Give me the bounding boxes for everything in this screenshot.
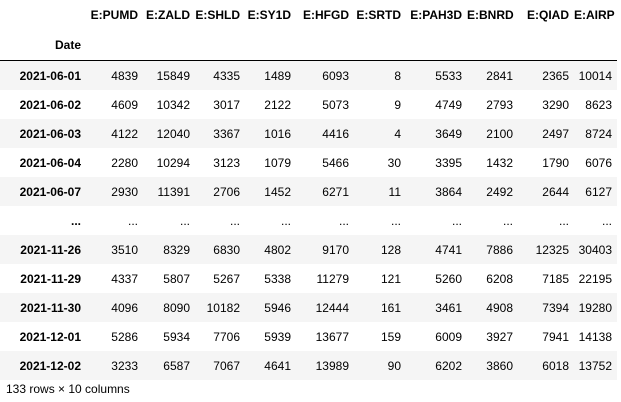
table-cell: 6208 [486,271,513,286]
table-cell: 19280 [578,300,612,315]
column-header: E:QIAD [527,8,569,22]
table-cell: 1489 [264,68,291,83]
column-header: E:ZALD [146,8,190,22]
table-cell: 4609 [111,97,138,112]
table-cell: 11391 [157,184,190,199]
table-cell: 2365 [542,68,569,83]
table-cell: 7886 [486,242,513,257]
table-row [0,148,617,177]
table-cell: 4 [394,126,401,141]
table-cell: 5939 [264,329,291,344]
table-cell: ... [390,213,401,228]
table-cell: 8 [394,68,401,83]
table-cell: 6018 [542,358,569,373]
table-cell: ... [558,213,569,228]
table-cell: 5934 [163,329,190,344]
table-cell: 8623 [585,97,612,112]
row-index-date: 2021-06-07 [19,184,81,199]
row-index-date: 2021-11-26 [20,242,81,257]
table-cell: ... [127,213,138,228]
table-cell: 5533 [435,68,462,83]
table-cell: 3510 [111,242,138,257]
table-cell: ... [179,213,190,228]
table-cell: 3927 [486,329,513,344]
table-cell: 9170 [322,242,349,257]
table-cell: 11279 [316,271,349,286]
table-cell: 2492 [486,184,513,199]
table-cell: 10294 [156,155,190,170]
dataframe-shape: 133 rows × 10 columns [6,382,130,396]
table-cell: 10182 [206,300,240,315]
table-cell: ... [229,213,240,228]
table-cell: 6127 [585,184,612,199]
table-cell: 5073 [322,97,349,112]
table-cell: 4122 [111,126,138,141]
table-cell: 3864 [435,184,462,199]
table-cell: 1432 [486,155,513,170]
table-cell: 6271 [322,184,349,199]
table-cell: 13752 [578,358,612,373]
table-cell: ... [601,213,612,228]
table-cell: ... [502,213,513,228]
table-row [0,264,617,293]
index-name: Date [0,30,86,61]
table-cell: 3860 [486,358,513,373]
column-header: E:SY1D [247,8,291,22]
row-index-date: 2021-06-03 [19,126,81,141]
table-cell: 4839 [111,68,138,83]
corner-cell [0,0,86,30]
table-cell: 5338 [264,271,291,286]
row-index-date: 2021-06-04 [19,155,81,170]
row-index-date: 2021-12-02 [19,358,81,373]
row-index-date: 2021-06-01 [19,68,81,83]
table-cell: 128 [380,242,401,257]
column-header-row [0,0,617,30]
table-cell: 30403 [578,242,612,257]
table-cell: 4337 [111,271,138,286]
table-row [0,322,617,351]
table-cell: 12040 [156,126,190,141]
table-cell: 5286 [111,329,138,344]
table-cell: 6202 [435,358,462,373]
table-cell: 15849 [156,68,190,83]
table-cell: 11 [388,184,401,199]
table-cell: 7394 [542,300,569,315]
table-cell: 3123 [213,155,240,170]
table-cell: 6093 [322,68,349,83]
table-cell: 1452 [264,184,291,199]
table-cell: 6076 [585,155,612,170]
table-cell: 14138 [578,329,612,344]
column-header: E:HFGD [303,8,349,22]
column-header: E:AIRP [574,8,615,22]
table-cell: 5807 [163,271,190,286]
table-cell: 9 [394,97,401,112]
table-cell: 6587 [163,358,190,373]
table-cell: ... [338,213,349,228]
table-cell: 1016 [264,126,291,141]
row-index-date: ... [70,213,81,228]
table-cell: 2706 [213,184,240,199]
table-cell: 3233 [111,358,138,373]
table-cell: 2497 [542,126,569,141]
table-cell: 6009 [435,329,462,344]
table-cell: 2644 [542,184,569,199]
table-row [0,235,617,264]
table-cell: 2793 [486,97,513,112]
table-cell: 3461 [435,300,462,315]
table-cell: 90 [387,358,401,373]
table-cell: 10014 [578,68,612,83]
table-cell: 4416 [322,126,349,141]
table-cell: 4096 [111,300,138,315]
table-cell: 1079 [264,155,291,170]
table-cell: 10342 [156,97,190,112]
table-row [0,206,617,235]
table-cell: 7941 [542,329,569,344]
table-cell: 13677 [315,329,349,344]
table-cell: 3290 [542,97,569,112]
row-index-date: 2021-11-30 [20,300,81,315]
table-cell: 159 [380,329,401,344]
column-header: E:SHLD [195,8,240,22]
table-cell: 5267 [213,271,240,286]
table-cell: 4741 [435,242,462,257]
table-cell: 2930 [111,184,138,199]
table-cell: 7067 [213,358,240,373]
table-cell: 5466 [322,155,349,170]
table-cell: 7706 [213,329,240,344]
table-cell: ... [451,213,462,228]
table-cell: 2100 [486,126,513,141]
table-cell: 5260 [435,271,462,286]
table-cell: 2841 [486,68,513,83]
table-cell: 3017 [213,97,240,112]
table-row [0,90,617,119]
column-header: E:BNRD [467,8,514,22]
table-cell: 8090 [163,300,190,315]
table-cell: 7185 [542,271,569,286]
table-cell: 3395 [435,155,462,170]
table-row [0,177,617,206]
table-cell: 4749 [435,97,462,112]
table-cell: 12444 [315,300,349,315]
index-name-row [0,30,617,61]
table-cell: 4335 [213,68,240,83]
table-cell: 22195 [578,271,612,286]
table-cell: 4641 [264,358,291,373]
table-cell: 5946 [264,300,291,315]
table-cell: 4908 [486,300,513,315]
table-cell: 121 [380,271,401,286]
table-row [0,351,617,380]
column-header: E:PAH3D [410,8,462,22]
table-cell: 2122 [264,97,291,112]
table-cell: 8329 [163,242,190,257]
table-cell: 12325 [535,242,569,257]
row-index-date: 2021-12-01 [19,329,81,344]
table-cell: 4802 [264,242,291,257]
column-header: E:PUMD [90,8,138,22]
table-row [0,293,617,322]
table-cell: 3649 [435,126,462,141]
table-cell: 30 [387,155,401,170]
row-index-date: 2021-06-02 [19,97,81,112]
table-cell: 3367 [213,126,240,141]
table-cell: 13989 [315,358,349,373]
table-cell: 161 [380,300,401,315]
table-cell: ... [280,213,291,228]
table-cell: 6830 [213,242,240,257]
table-row [0,119,617,148]
table-cell: 8724 [585,126,612,141]
column-header: E:SRTD [356,8,401,22]
table-cell: 1790 [542,155,569,170]
table-cell: 2280 [111,155,138,170]
row-index-date: 2021-11-29 [20,271,81,286]
table-row [0,61,617,91]
